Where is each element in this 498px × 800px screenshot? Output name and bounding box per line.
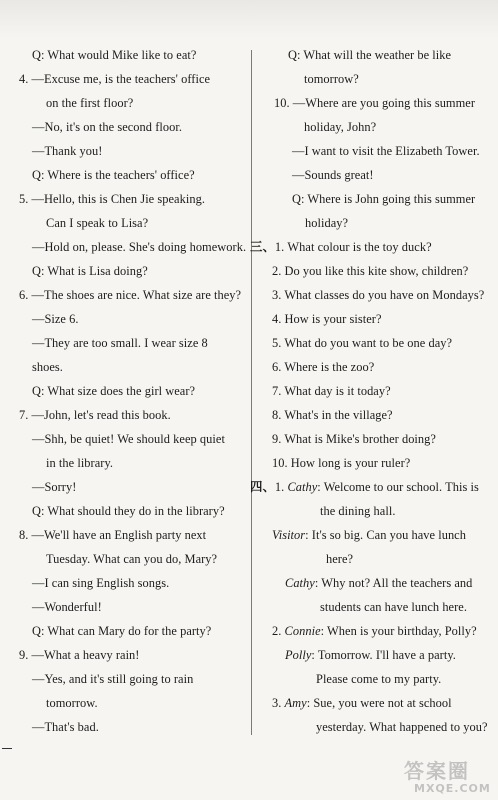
text-line: Q: What can Mary do for the party?	[32, 624, 212, 638]
dialogue-line	[272, 523, 466, 547]
text-line: —I want to visit the Elizabeth Tower.	[292, 144, 480, 158]
text-line: 8. What's in the village?	[272, 408, 393, 422]
text-line: —That's bad.	[32, 720, 99, 734]
dialogue-text: : Tomorrow. I'll have a party.	[311, 648, 456, 662]
question-text: 1. What colour is the toy duck?	[274, 240, 432, 254]
text-line: Q: What should they do in the library?	[32, 504, 225, 518]
text-line: 3. What classes do you have on Mondays?	[272, 288, 485, 302]
text-line: —Shh, be quiet! We should keep quiet	[32, 432, 225, 446]
text-line: students can have lunch here.	[320, 600, 467, 614]
text-line: 8. —We'll have an English party next	[19, 528, 207, 542]
text-line: Q: What will the weather be like	[288, 48, 452, 62]
text-line: holiday?	[305, 216, 349, 230]
text-line: here?	[326, 552, 354, 566]
item-number: 2.	[272, 624, 285, 638]
text-line: —Sorry!	[32, 480, 77, 494]
text-line: the dining hall.	[320, 504, 396, 518]
item-number: 1.	[274, 480, 288, 494]
dialogue-line	[272, 619, 477, 643]
dialogue-text: : It's so big. Can you have lunch	[305, 528, 466, 542]
text-line: Can I speak to Lisa?	[46, 216, 149, 230]
dialogue-line	[272, 691, 452, 715]
text-line: Q: What is Lisa doing?	[32, 264, 148, 278]
text-line: on the first floor?	[46, 96, 134, 110]
text-line: 5. —Hello, this is Chen Jie speaking.	[19, 192, 205, 206]
page-edge-mark	[2, 748, 12, 749]
dialogue-line	[285, 571, 472, 595]
text-line: —Thank you!	[32, 144, 103, 158]
text-line: 7. What day is it today?	[272, 384, 391, 398]
item-number: 3.	[272, 696, 285, 710]
speaker-name: Connie	[284, 624, 321, 638]
text-line: 6. —The shoes are nice. What size are they?	[19, 288, 242, 302]
speaker-name: Visitor	[272, 528, 306, 542]
text-line: Tuesday. What can you do, Mary?	[46, 552, 218, 566]
speaker-name: Cathy	[287, 480, 318, 494]
text-line: —Yes, and it's still going to rain	[32, 672, 194, 686]
text-line: —Size 6.	[32, 312, 79, 326]
section-four-line	[250, 475, 479, 499]
watermark-url: MXQE.COM	[414, 782, 491, 795]
section-marker: 三、	[250, 240, 275, 254]
text-line: Please come to my party.	[316, 672, 442, 686]
dialogue-text: : When is your birthday, Polly?	[320, 624, 477, 638]
text-line: —They are too small. I wear size 8	[32, 336, 208, 350]
text-line: Q: Where is the teachers' office?	[32, 168, 195, 182]
watermark-text: 答案圈	[404, 759, 470, 783]
section-three-line	[250, 235, 432, 259]
watermark-logo	[404, 760, 494, 798]
text-line: 10. —Where are you going this summer	[274, 96, 476, 110]
text-line: 6. Where is the zoo?	[272, 360, 375, 374]
text-line: 5. What do you want to be one day?	[272, 336, 453, 350]
text-line: —No, it's on the second floor.	[32, 120, 182, 134]
text-line: Q: Where is John going this summer	[292, 192, 476, 206]
speaker-name: Cathy	[285, 576, 315, 590]
text-line: 4. —Excuse me, is the teachers' office	[19, 72, 211, 86]
text-line: tomorrow.	[46, 696, 98, 710]
section-marker: 四、	[250, 480, 275, 494]
text-line: Q: What would Mike like to eat?	[32, 48, 197, 62]
text-line: —I can sing English songs.	[32, 576, 170, 590]
text-line: —Sounds great!	[292, 168, 374, 182]
text-line: Q: What size does the girl wear?	[32, 384, 196, 398]
text-line: 4. How is your sister?	[272, 312, 382, 326]
text-line: in the library.	[46, 456, 114, 470]
speaker-name: Amy	[284, 696, 307, 710]
text-line: 2. Do you like this kite show, children?	[272, 264, 469, 278]
dialogue-line	[285, 643, 456, 667]
column-divider	[251, 50, 252, 735]
dialogue-text: : Sue, you were not at school	[306, 696, 452, 710]
speaker-name: Polly	[285, 648, 312, 662]
text-line: yesterday. What happened to you?	[316, 720, 488, 734]
text-line: 7. —John, let's read this book.	[19, 408, 171, 422]
page-top-shade	[0, 0, 498, 38]
text-line: 9. What is Mike's brother doing?	[272, 432, 436, 446]
text-line: —Wonderful!	[32, 600, 102, 614]
text-line: 10. How long is your ruler?	[272, 456, 411, 470]
text-line: 9. —What a heavy rain!	[19, 648, 140, 662]
text-line: holiday, John?	[304, 120, 377, 134]
text-line: —Hold on, please. She's doing homework.	[32, 240, 247, 254]
dialogue-text: : Welcome to our school. This is	[317, 480, 479, 494]
text-line: shoes.	[32, 360, 63, 374]
dialogue-text: : Why not? All the teachers and	[314, 576, 473, 590]
text-line: tomorrow?	[304, 72, 359, 86]
